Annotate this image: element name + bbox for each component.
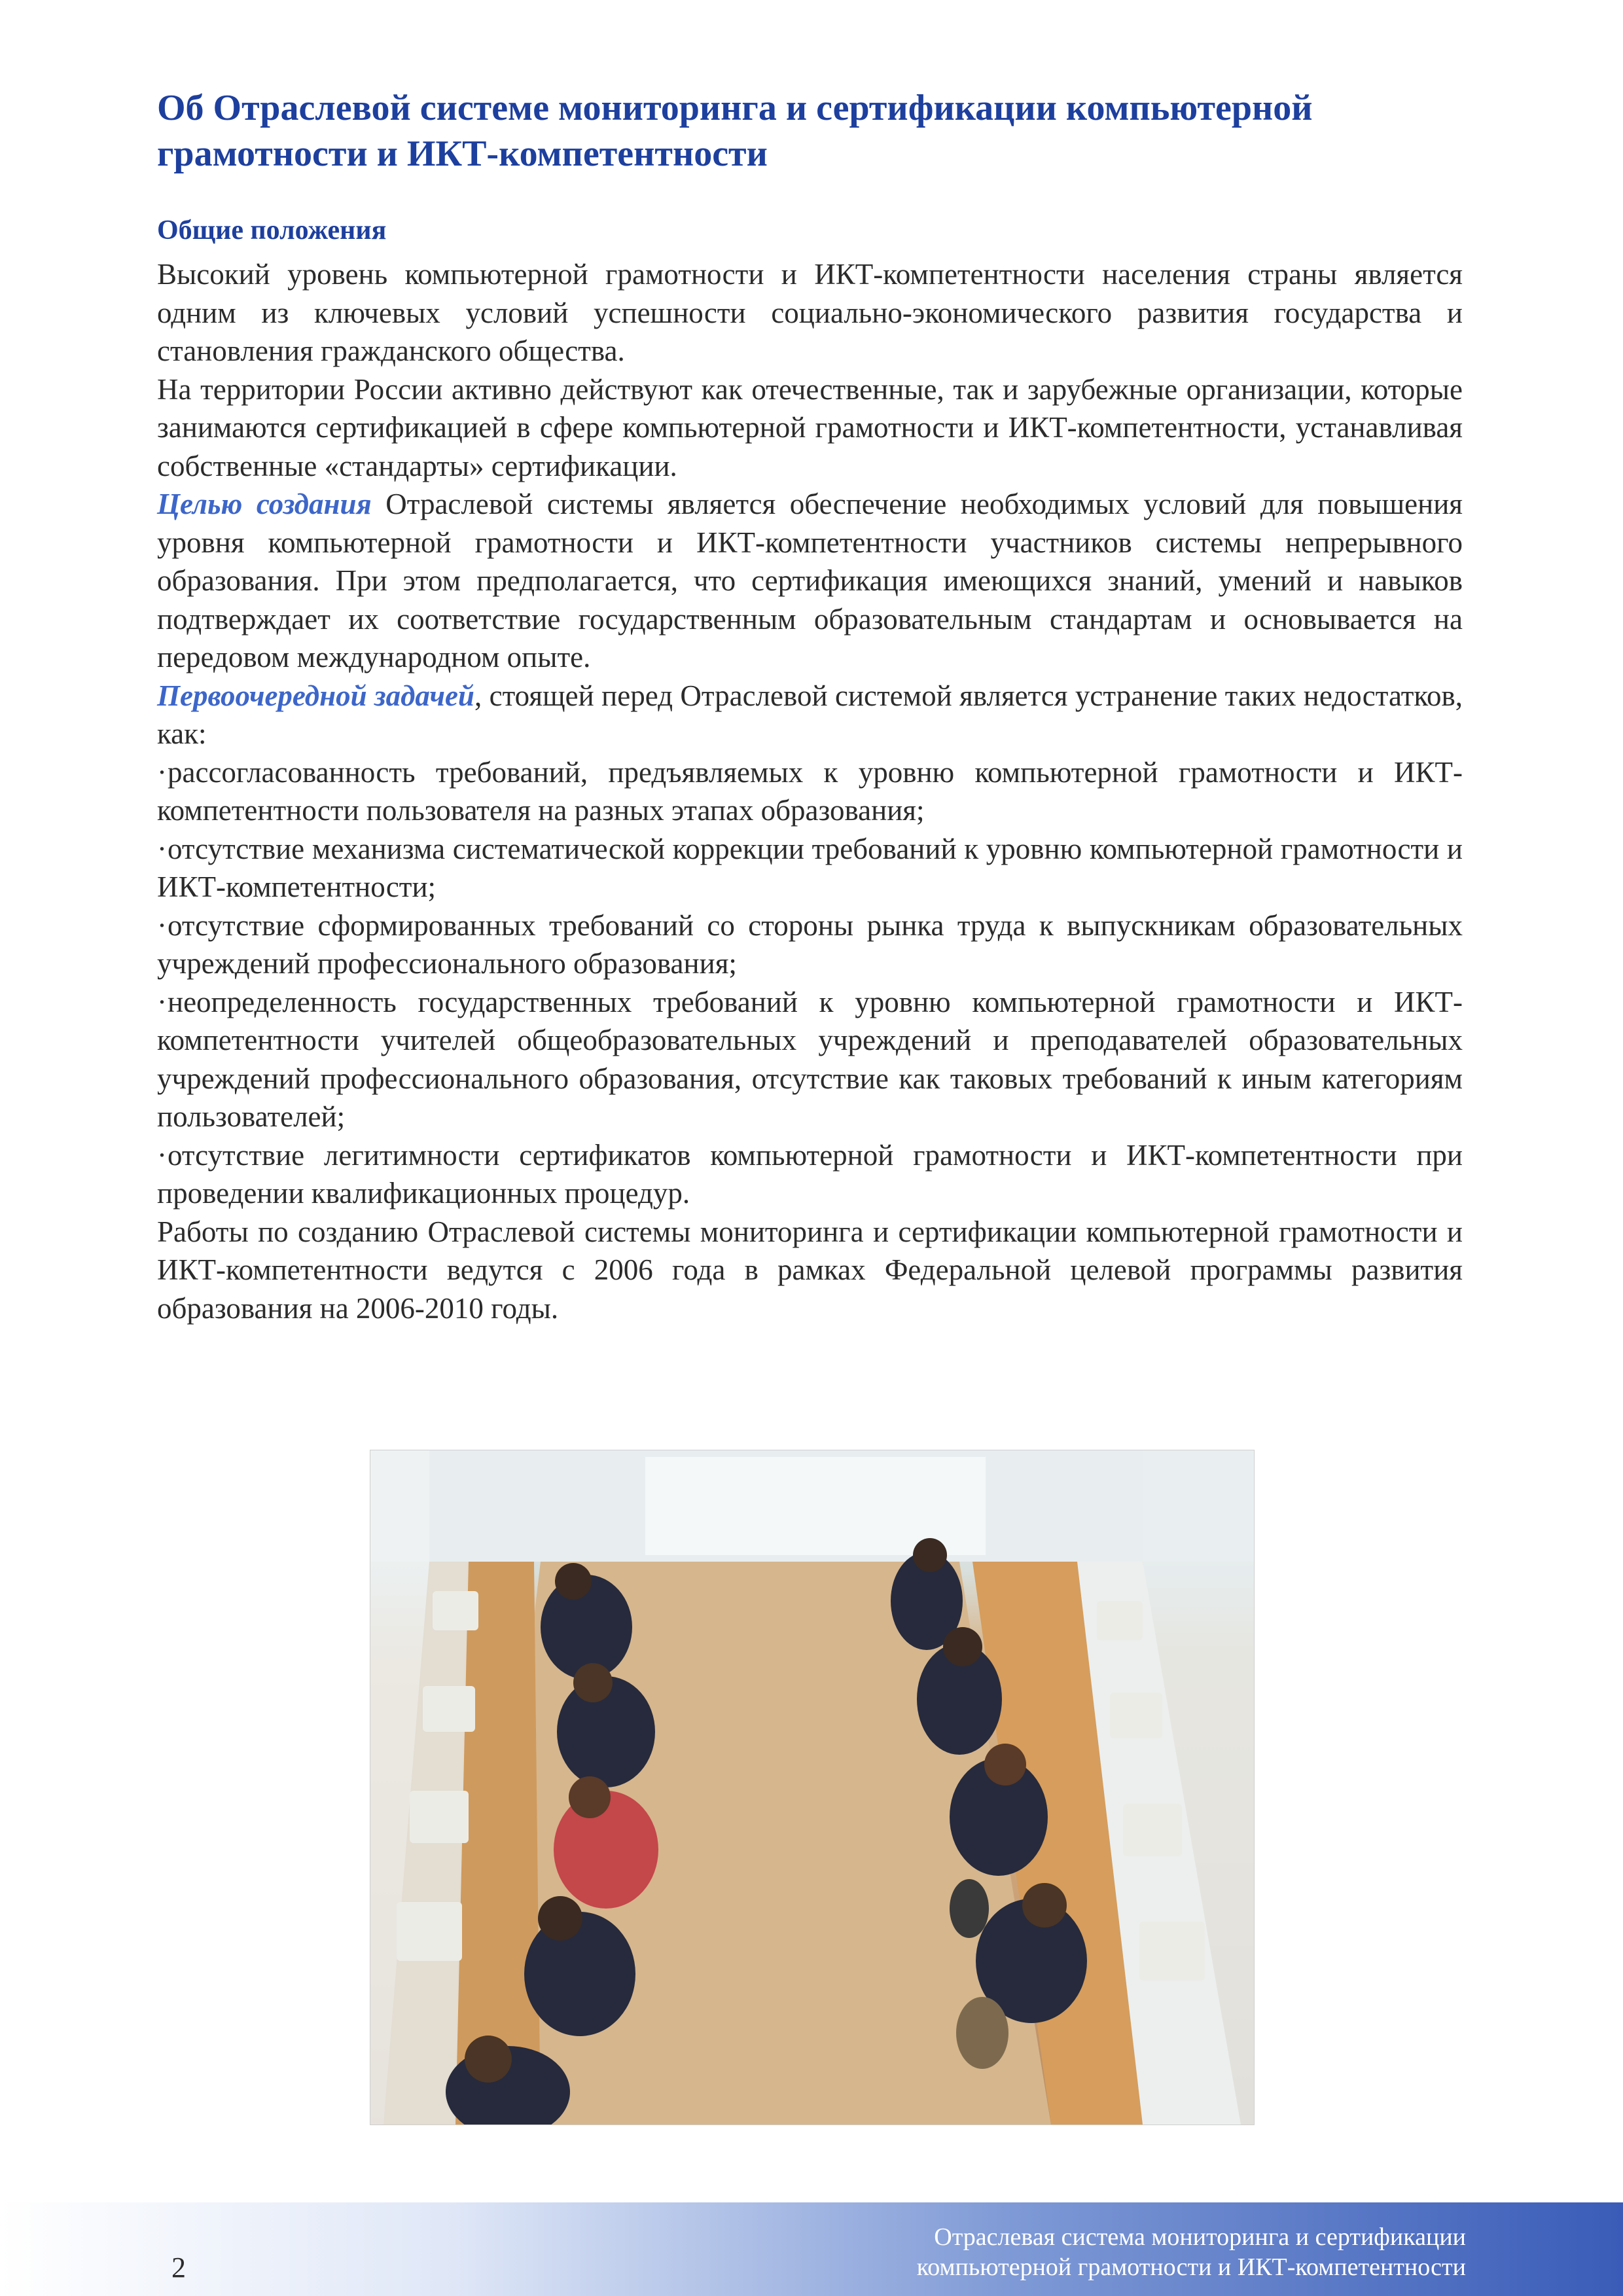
paragraph-organizations: На территории России активно действуют как отечественные, так и зарубежные организации, которые занимаются сертификацией в сфере компьютерной грамотности и ИКТ-компетентности, устанавливая собственные «стандарты» сертификации. <box>157 372 1463 482</box>
list-item <box>157 906 1463 983</box>
task-lead: Первоочередной задачей <box>157 679 474 712</box>
page-number: 2 <box>171 2251 186 2284</box>
list-item <box>157 983 1463 1136</box>
bullet-marker: · <box>157 908 167 942</box>
goal-lead: Целью создания <box>157 488 372 520</box>
list-item <box>157 830 1463 906</box>
bullet-marker: · <box>157 755 167 789</box>
task-text: , стоящей перед Отраслевой системой является устранение таких недостатков, как: <box>157 679 1463 750</box>
classroom-photo <box>370 1450 1255 2125</box>
bullet-marker: · <box>157 985 167 1018</box>
paragraph-intro: Высокий уровень компьютерной грамотности и ИКТ-компетентности населения страны является одним из ключевых условий успешности социально-экономического развития государства и становления гражданского общества. <box>157 258 1463 367</box>
list-item <box>157 753 1463 830</box>
footer-title <box>681 2222 1466 2282</box>
classroom-illustration <box>370 1450 1254 2125</box>
paragraph-task <box>157 677 1463 753</box>
page-title: Об Отраслевой системе мониторинга и сертификации компьютерной грамотности и ИКТ-компетентности <box>157 88 1313 174</box>
footer-title-line: Отраслевая система мониторинга и сертификации <box>934 2223 1466 2251</box>
list-item-text: отсутствие механизма систематической коррекции требований к уровню компьютерной грамотности и ИКТ-компетентности; <box>157 832 1463 903</box>
footer-title-line: компьютерной грамотности и ИКТ-компетентности <box>916 2253 1466 2281</box>
list-item-text: отсутствие легитимности сертификатов компьютерной грамотности и ИКТ-компетентности при проведении квалификационных процедур. <box>157 1138 1463 1210</box>
bullet-marker: · <box>157 832 167 865</box>
bullet-marker: · <box>157 1138 167 1172</box>
list-item <box>157 1136 1463 1213</box>
list-item-text: неопределенность государственных требований к уровню компьютерной грамотности и ИКТ-компетентности учителей общеобразовательных учреждений и преподавателей образовательных учреждений профессионального образования, отсутствие как таковых требований к иным категориям пользователей; <box>157 985 1463 1133</box>
list-item-text: рассогласованность требований, предъявляемых к уровню компьютерной грамотности и ИКТ-компетентности пользователя на разных этапах образования; <box>157 755 1463 827</box>
body-text <box>157 255 1463 1327</box>
paragraph-goal <box>157 485 1463 677</box>
goal-text: Отраслевой системы является обеспечение необходимых условий для повышения уровня компьютерной грамотности и ИКТ-компетентности участников системы непрерывного образования. При этом предполагается, что сертификация имеющихся знаний, умений и навыков подтверждает их соответствие государственным образовательным стандартам и основывается на передовом международном опыте. <box>157 488 1463 673</box>
list-item-text: отсутствие сформированных требований со стороны рынка труда к выпускникам образовательных учреждений профессионального образования; <box>157 908 1463 980</box>
section-heading: Общие положения <box>157 215 387 245</box>
paragraph-work: Работы по созданию Отраслевой системы мониторинга и сертификации компьютерной грамотности и ИКТ-компетентности ведутся с 2006 года в рамках Федеральной целевой программы развития образования на 2006-2010 годы. <box>157 1215 1463 1325</box>
